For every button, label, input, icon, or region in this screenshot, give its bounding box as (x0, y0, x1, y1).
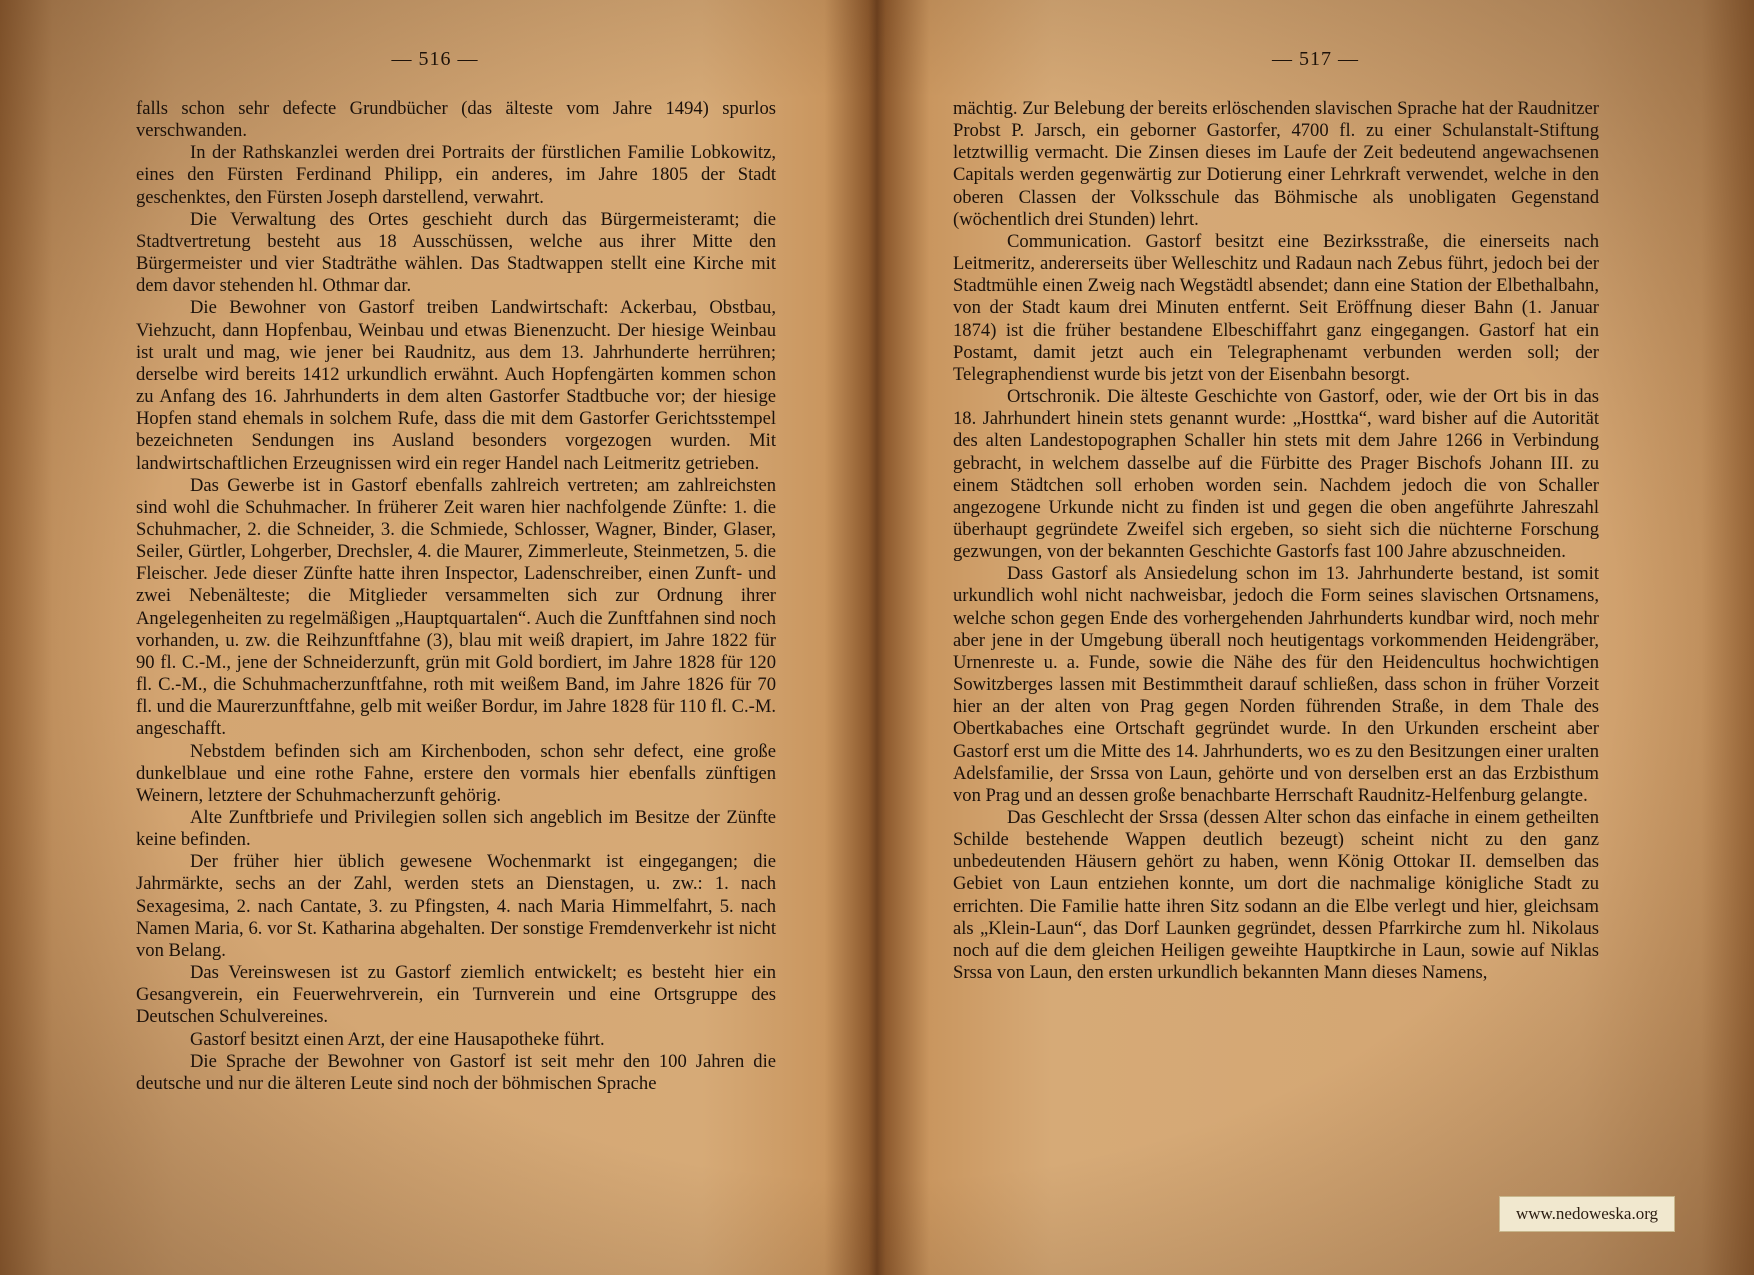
paragraph: Dass Gastorf als Ansiedelung schon im 13. Jahrhunderte bestand, ist somit urkundlich wohl nicht nachweisbar, jedoch die Form seines slavischen Ortsnamens, welche schon gegen Ende des vorhergehenden Jahrhunderts kundbar wird, noch mehr aber jene in der Umgebung überall noch heutigentags vorkommenden Heidengräber, Urnenreste u. a. Funde, sowie die Nähe des für den Heidencultus hochwichtigen Sowitzberges lassen mit Bestimmtheit darauf schließen, dass schon in früher Vorzeit hier an der alten von Prag gegen Norden führenden Straße, in dem Thale des Obertkabaches eine Ortschaft gegründet wurde. In den Urkunden erscheint aber Gastorf erst um die Mitte des 14. Jahrhunderts, wo es zu den Besitzungen einer uralten Adelsfamilie, der Srssa von Laun, gehörte und von derselben erst an das Erzbisthum von Prag und an dessen große benachbarte Herrschaft Raudnitz-Helfenburg gelangte. (953, 563, 1599, 806)
paragraph: falls schon sehr defecte Grundbücher (das älteste vom Jahre 1494) spurlos verschwanden. (136, 98, 776, 142)
paragraph: Gastorf besitzt einen Arzt, der eine Hausapotheke führt. (190, 1028, 605, 1050)
watermark-label: www.nedoweska.org (1499, 1196, 1675, 1232)
paragraph: Die Verwaltung des Ortes geschieht durch das Bürgermeisteramt; die Stadtvertretung besteht aus 18 Ausschüssen, welche aus ihrer Mitte den Bürgermeister und vier Stadträthe wählen. Das Stadtwappen stellt eine Kirche mit dem davor stehenden hl. Othmar dar. (136, 208, 776, 297)
paragraph: In der Rathskanzlei werden drei Portraits der fürstlichen Familie Lobkowitz, eines den Fürsten Ferdinand Philipp, ein anderes, im Jahre 1805 der Stadt geschenktes, den Fürsten Joseph darstellend, verwahrt. (136, 142, 776, 208)
paragraph: Das Vereinswesen ist zu Gastorf ziemlich entwickelt; es besteht hier ein Gesangverein, ein Feuerwehrverein, ein Turnverein und eine Ortsgruppe des Deutschen Schulvereines. (136, 962, 776, 1028)
paragraph: Das Gewerbe ist in Gastorf ebenfalls zahlreich vertreten; am zahlreichsten sind wohl die Schuhmacher. In früherer Zeit waren hier nachfolgende Zünfte: 1. die Schuhmacher, 2. die Schneider, 3. die Schmiede, Schlosser, Wagner, Binder, Glaser, Seiler, Gürtler, Lohgerber, Drechsler, 4. die Maurer, Zimmerleute, Steinmetzen, 5. die Fleischer. Jede dieser Zünfte hatte ihren Inspector, Ladenschreiber, einen Zunft- und zwei Nebenälteste; die Mitglieder versammelten sich zur Ordnung ihrer Angelegenheiten zu regelmäßigen „Hauptquartalen“. Auch die Zunftfahnen sind noch vorhanden, u. zw. die Reihzunftfahne (3), blau mit weiß drapiert, im Jahre 1822 für 90 fl. C.-M., jene der Schneiderzunft, grün mit Gold bordiert, im Jahre 1828 für 120 fl. C.-M., die Schuhmacherzunftfahne, roth mit weißem Band, im Jahre 1826 für 70 fl. und die Maurerzunftfahne, gelb mit weißer Bordur, im Jahre 1828 für 110 fl. C.-M. angeschafft. (136, 474, 776, 740)
left-page (0, 0, 870, 1275)
paragraph: Nebstdem befinden sich am Kirchenboden, schon sehr defect, eine große dunkelblaue und eine rothe Fahne, erstere den vormals hier ebenfalls zünftigen Weinern, letztere der Schuhmacherzunft gehörig. (136, 740, 776, 806)
paragraph: Die Bewohner von Gastorf treiben Landwirtschaft: Ackerbau, Obstbau, Viehzucht, dann Hopfenbau, Weinbau und etwas Bienenzucht. Der hiesige Weinbau ist uralt und mag, wie jener bei Raudnitz, aus dem 13. Jahrhunderte herrühren; derselbe wird bereits 1412 urkundlich erwähnt. Auch Hopfengärten kommen schon zu Anfang des 16. Jahrhunderts in dem alten Gastorfer Stadtbuche vor; der hiesige Hopfen stand ehemals in solchem Rufe, dass die mit dem Gastorfer Gerichtsstempel bezeichneten Sendungen ins Ausland besonders vorgezogen wurden. Mit landwirtschaftlichen Erzeugnissen wird ein reger Handel nach Leitmeritz getrieben. (136, 297, 776, 474)
paragraph: Ortschronik. Die älteste Geschichte von Gastorf, oder, wie der Ort bis in das 18. Jahrhundert hinein stets genannt wurde: „Hosttka“, ward bisher auf die Autorität des alten Landestopographen Schaller hin stets mit dem Jahre 1266 in Verbindung gebracht, in welchem dasselbe auf die Fürbitte des Prager Bischofs Johann III. zu einem Städtchen soll erhoben worden sein. Nachdem jedoch die von Schaller angezogene Urkunde nicht zu finden ist und gegen die oben angeführte Jahreszahl überhaupt gegründete Zweifel sich ergeben, so sieht sich die nüchterne Forschung gezwungen, von der bekannten Geschichte Gastorfs fast 100 Jahre abzuschneiden. (953, 386, 1599, 563)
page-number-517: — 517 — (1272, 48, 1359, 70)
paragraph: Das Geschlecht der Srssa (dessen Alter schon das einfache in einem getheilten Schilde bestehende Wappen deutlich bezeugt) scheint nicht zu den ganz unbedeutenden Häusern gehört zu haben, wenn König Ottokar II. demselben das Gebiet von Laun entziehen konnte, um dort die nachmalige königliche Stadt zu errichten. Die Familie hatte ihren Sitz sodann an die Elbe verlegt und hier, gleichsam als „Klein-Laun“, das Dorf Launken gegründet, dessen Pfarrkirche zum hl. Nikolaus noch auf die dem gleichen Heiligen geweihte Hauptkirche in Laun, sowie auf Niklas Srssa von Laun, den ersten urkundlich bekannten Mann dieses Namens, (953, 807, 1599, 984)
left-page-text (136, 98, 776, 1095)
paragraph: mächtig. Zur Belebung der bereits erlöschenden slavischen Sprache hat der Raudnitzer Probst P. Jarsch, ein geborner Gastorfer, 4700 fl. zu einer Schulanstalt-Stiftung letztwillig vermacht. Die Zinsen dieses im Laufe der Zeit bedeutend angewachsenen Capitals werden gegenwärtig zur Dotierung einer Lehrkraft verwendet, welche in den oberen Classen der Volksschule das Böhmische als unobligaten Gegenstand (wöchentlich drei Stunden) lehrt. (953, 98, 1599, 230)
page-number-516: — 516 — (391, 48, 479, 70)
right-page-text (953, 98, 1599, 984)
paragraph: Communication. Gastorf besitzt eine Bezirksstraße, die einerseits nach Leitmeritz, andererseits über Welleschitz und Radaun nach Zebus führt, jedoch bei der Stadtmühle einen Zweig nach Wegstädtl absendet; dann eine Station der Elbethalbahn, von der Stadt kaum drei Minuten entfernt. Seit Eröffnung dieser Bahn (1. Januar 1874) ist die früher bestandene Elbeschiffahrt ganz eingegangen. Gastorf hat ein Postamt, damit jetzt auch ein Telegraphenamt verbunden werden soll; der Telegraphendienst wurde bis jetzt von der Eisenbahn besorgt. (953, 230, 1599, 385)
paragraph: Alte Zunftbriefe und Privilegien sollen sich angeblich im Besitze der Zünfte keine befinden. (136, 807, 776, 851)
paragraph: Der früher hier üblich gewesene Wochenmarkt ist eingegangen; die Jahrmärkte, sechs an der Zahl, werden stets an Dienstagen, u. zw.: 1. nach Sexagesima, 2. nach Cantate, 3. zu Pfingsten, 4. nach Maria Himmelfahrt, 5. nach Namen Maria, 6. vor St. Katharina abgehalten. Der sonstige Fremdenverkehr ist nicht von Belang. (136, 851, 776, 961)
paragraph: Die Sprache der Bewohner von Gastorf ist seit mehr den 100 Jahren die deutsche und nur die älteren Leute sind noch der böhmischen Sprache (136, 1050, 776, 1094)
right-page (877, 0, 1754, 1275)
